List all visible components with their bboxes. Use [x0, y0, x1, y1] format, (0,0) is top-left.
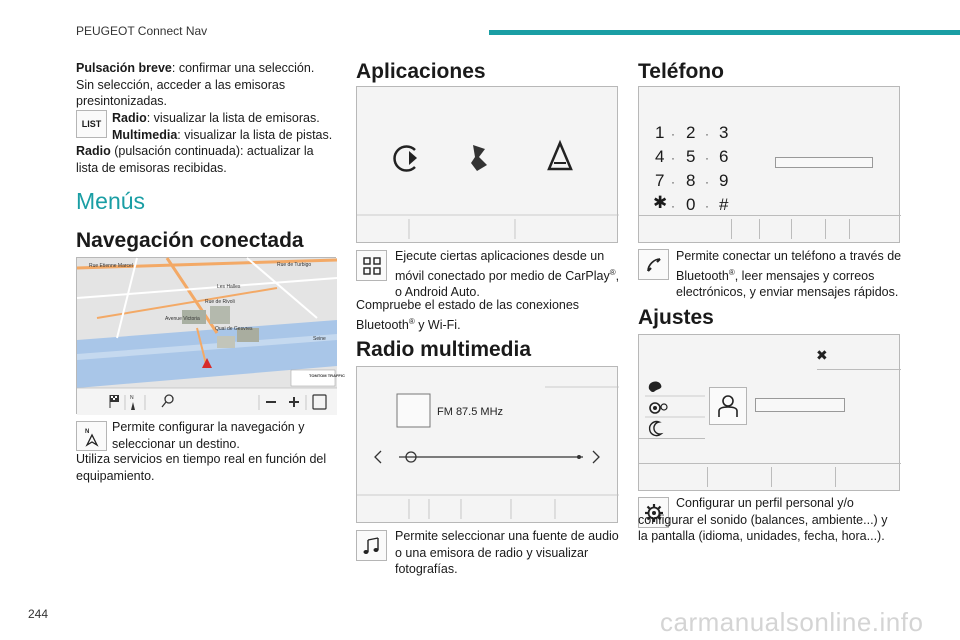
- map-label-1: Rue Etienne Marcel: [89, 263, 133, 269]
- apps-grid-icon: [356, 250, 387, 281]
- divider: [791, 219, 792, 239]
- key-sep: ·: [671, 175, 675, 189]
- key-star: ✱: [653, 193, 668, 212]
- music-note-icon: [356, 530, 387, 561]
- phone-desc-text-b: , leer mensajes y correos electrónicos, y enviar mensajes rápidos.: [676, 268, 899, 300]
- nav-heading: Navegación conectada: [76, 229, 304, 252]
- apps-desc-text-b: , o Android Auto.: [395, 268, 620, 300]
- navigation-icon: [76, 421, 107, 451]
- radio-desc: Permite seleccionar una fuente de audio o una emisora de radio y visualizar fotografías.: [395, 529, 619, 576]
- intro-text-2: Sin selección, acceder a las emisoras presintonizadas.: [76, 77, 286, 108]
- key-3: 3: [719, 123, 729, 142]
- key-4: 4: [655, 147, 665, 166]
- radio-heading: Radio multimedia: [356, 338, 532, 361]
- map-label-7: Seine: [313, 336, 326, 342]
- navigation-screen: [76, 257, 345, 414]
- radio-long-press: [76, 143, 336, 176]
- header-accent-bar: [489, 30, 960, 35]
- apps-desc-2-text-b: y Wi-Fi.: [414, 317, 461, 332]
- page-number: 244: [28, 607, 49, 621]
- key-sep: ·: [705, 151, 709, 165]
- phone-handset-icon: [638, 249, 669, 280]
- svg-text:N: N: [130, 395, 134, 401]
- phone-number-field: [775, 157, 873, 168]
- running-header: PEUGEOT Connect Nav: [76, 24, 208, 38]
- settings-side-icons: [645, 377, 705, 437]
- tomtom-logo: TOMTOM TRAFFIC: [309, 373, 345, 378]
- multimedia-text: : visualizar la lista de pistas.: [177, 127, 333, 142]
- divider: [707, 467, 708, 487]
- apps-screen-image: [357, 87, 619, 244]
- profile-name-field: [755, 398, 845, 412]
- divider: [759, 219, 760, 239]
- palette-icon: [649, 382, 662, 393]
- apps-desc-1a: [395, 248, 620, 301]
- divider: [639, 438, 705, 439]
- divider: [849, 219, 850, 239]
- radio2-bold: Radio: [76, 144, 111, 158]
- key-sep: ·: [671, 151, 675, 165]
- close-icon: ✖: [816, 347, 828, 363]
- watermark: carmanualsonline.info: [660, 607, 924, 637]
- intro-paragraph: [76, 60, 336, 110]
- divider: [731, 219, 732, 239]
- apps-desc-text: Ejecute ciertas aplicaciones desde un móvil conectado por medio de CarPlay: [395, 249, 610, 283]
- android-auto-icon: [549, 143, 571, 169]
- map-label-2: Rue de Turbigo: [277, 262, 312, 268]
- settings-screen: [638, 334, 900, 491]
- list-icon: [76, 110, 107, 138]
- map-label-6: Quai de Gesvres: [215, 326, 253, 332]
- key-0: 0: [686, 195, 696, 214]
- registered-mark: ®: [609, 267, 616, 277]
- key-2: 2: [686, 123, 696, 142]
- phone-heading: Teléfono: [638, 60, 724, 83]
- settings-desc: Configurar un perfil personal y/o configurar el sonido (balances, ambiente...) y la pantalla (idioma, unidades, fecha, hora...).: [638, 496, 888, 543]
- registered-mark-2: ®: [408, 316, 415, 326]
- phone-desc-1: [676, 248, 902, 301]
- key-7: 7: [655, 171, 665, 190]
- key-5: 5: [686, 147, 696, 166]
- settings-gear-icon: [650, 403, 667, 413]
- map-label-5: Avenue Victoria: [165, 316, 200, 322]
- divider: [825, 219, 826, 239]
- peugeot-lion-icon: [471, 145, 487, 171]
- apps-desc-2-text: Compruebe el estado de las conexiones Bluetooth: [356, 298, 580, 332]
- map-label-3: Les Halles: [217, 284, 241, 290]
- key-sep: ·: [671, 127, 675, 141]
- night-mode-icon: [650, 422, 661, 436]
- nav-desc-2: Utiliza servicios en tiempo real en función del equipamiento.: [76, 452, 327, 483]
- intro-text: : confirmar una selección.: [171, 61, 315, 75]
- key-8: 8: [686, 171, 696, 190]
- multimedia-bold: Multimedia: [112, 127, 178, 142]
- divider: [817, 369, 901, 370]
- divider: [771, 467, 772, 487]
- intro-bold: Pulsación breve: [76, 61, 172, 75]
- menus-heading: Menús: [76, 188, 146, 214]
- key-6: 6: [719, 147, 729, 166]
- station-label: FM 87.5 MHz: [437, 406, 504, 418]
- key-sep: ·: [705, 175, 709, 189]
- svg-text:N: N: [84, 429, 89, 435]
- radio-screen: [356, 366, 618, 523]
- settings-heading: Ajustes: [638, 306, 714, 329]
- key-hash: #: [719, 195, 729, 214]
- key-sep: ·: [705, 199, 709, 213]
- settings-bottom-divider: [639, 463, 901, 464]
- radio-bold: Radio: [112, 111, 147, 125]
- radio-screen-image: [357, 367, 619, 524]
- next-icon: [593, 451, 599, 463]
- map-image: [77, 258, 345, 415]
- radio2-text: (pulsación continuada): actualizar la lista de emisoras recibidas.: [76, 144, 314, 175]
- key-9: 9: [719, 171, 729, 190]
- key-sep: ·: [705, 127, 709, 141]
- key-sep: ·: [671, 199, 675, 213]
- divider: [835, 467, 836, 487]
- apps-desc-2: [356, 297, 620, 333]
- carplay-icon: [395, 147, 417, 171]
- apps-heading: Aplicaciones: [356, 60, 486, 83]
- nav-desc-1: Permite configurar la navegación y seleccionar un destino.: [112, 420, 305, 451]
- list-desc: [112, 110, 336, 143]
- key-1: 1: [655, 123, 665, 142]
- map-label-4: Rue de Rivoli: [205, 299, 235, 305]
- list-icon-label: LIST: [81, 119, 102, 129]
- registered-mark-3: ®: [728, 267, 735, 277]
- phone-bottom-divider: [639, 215, 901, 216]
- radio-text: : visualizar la lista de emisoras.: [146, 111, 320, 125]
- apps-screen: [356, 86, 618, 243]
- phone-desc-text: Permite conectar un teléfono a través de Bluetooth: [676, 249, 902, 283]
- profile-icon: [709, 387, 747, 425]
- phone-screen: [638, 86, 900, 243]
- prev-icon: [375, 451, 381, 463]
